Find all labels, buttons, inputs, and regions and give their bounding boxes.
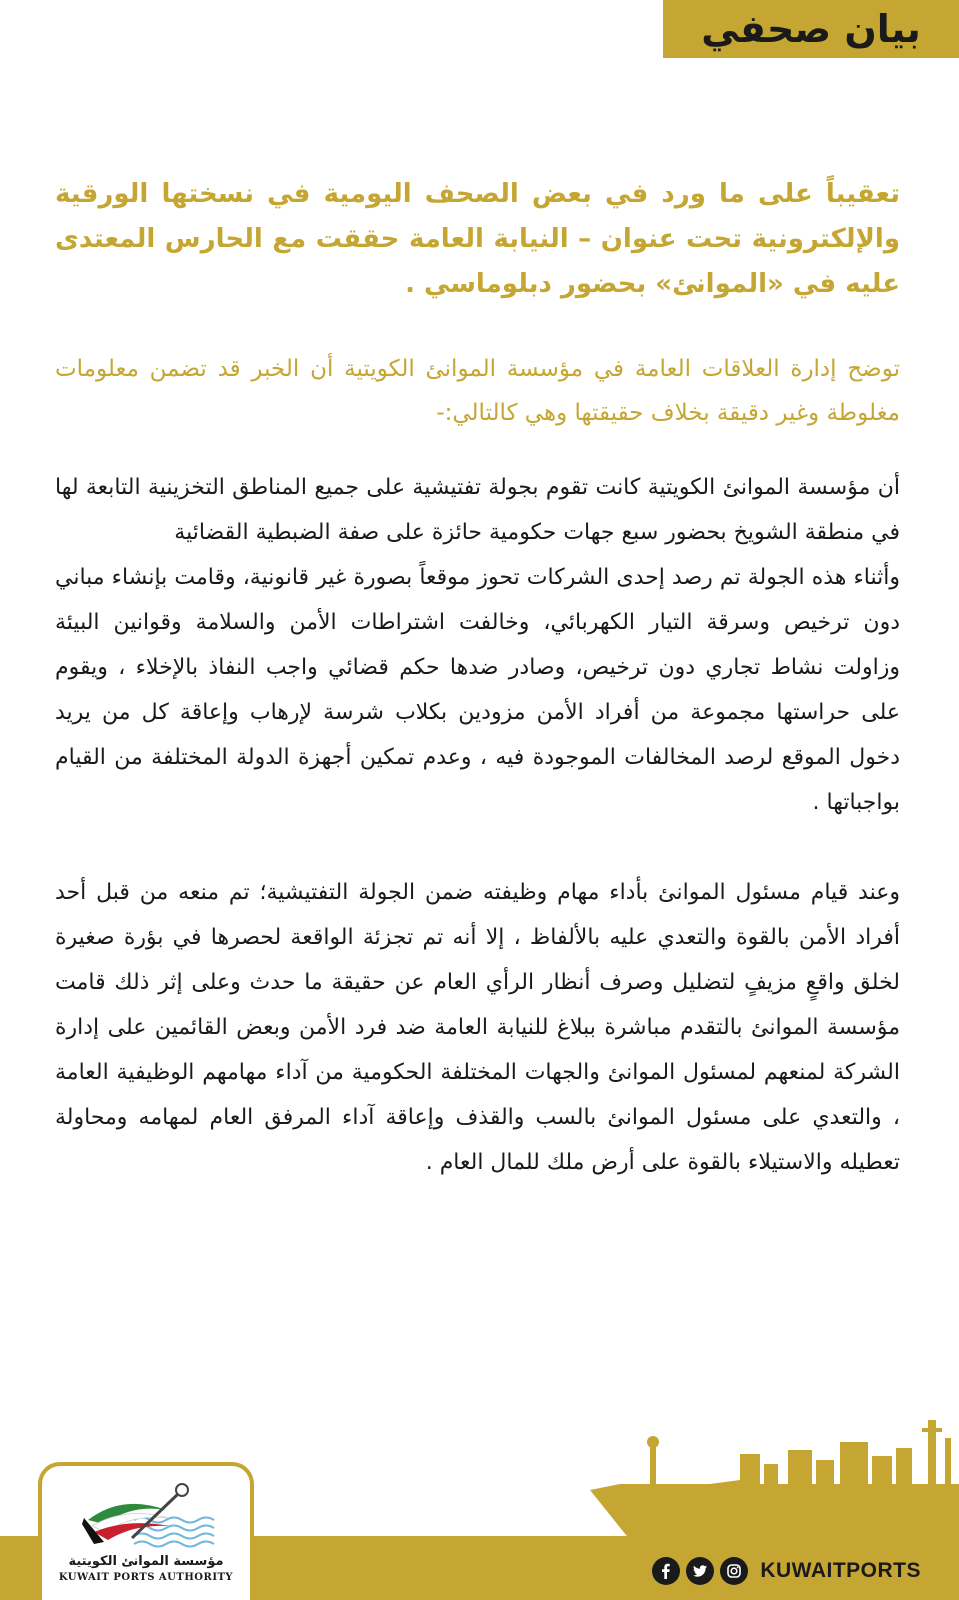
intro-paragraph: توضح إدارة العلاقات العامة في مؤسسة الموانئ الكويتية أن الخبر قد تضمن معلومات مغلوطة وغير دقيقة بخلاف حقيقتها وهي كالتالي:- [55, 356, 900, 426]
logo-english-name: KUWAIT PORTS AUTHORITY [58, 1572, 234, 1583]
social-handle[interactable]: KUWAITPORTS [760, 1559, 921, 1582]
kuwait-ports-logo-card [38, 1462, 254, 1600]
page-title: بيان صحفي [701, 7, 921, 51]
paragraph-2: وأثناء هذه الجولة تم رصد إحدى الشركات تحوز موقعاً بصورة غير قانونية، وقامت بإنشاء مباني دون ترخيص وسرقة التيار الكهربائي، وخالفت اشتراطات الأمن والسلامة وقوانين البيئة وزاولت نشاط تجاري دون ترخيص، وصادر ضدها حكم قضائي واجب النفاذ بالإخلاء ، ويقوم على حراستها مجموعة من أفراد الأمن مزودين بكلاب شرسة لإرهاب وإعاقة كل من يريد دخول الموقع لرصد المخالفات الموجودة فيه ، وعدم تمكين أجهزة الدولة المختلفة من القيام بواجباتها . [55, 565, 900, 815]
social-links [652, 1554, 921, 1588]
paragraph-3: وعند قيام مسئول الموانئ بأداء مهام وظيفته ضمن الجولة التفتيشية؛ تم منعه من قبل أحد أفراد الأمن بالقوة والتعدي عليه بالألفاظ ، إلا أنه تم تجزئة الواقعة لحصرها في بؤرة صغيرة لخلق واقعٍ مزيفٍ لتضليل وصرف أنظار الرأي العام عن حقيقة ما حدث وعلى إثر ذلك قامت مؤسسة الموانئ بالتقدم مباشرة ببلاغ للنيابة العامة ضد فرد الأمن وبعض القائمين على إدارة الشركة لمنعهم لمسئول الموانئ والجهات المختلفة الحكومية من آداء مهامهم الوظيفية العامة ، والتعدي على مسئول الموانئ بالسب والقذف وإعاقة آداء المرفق العام لمهامه ومحاولة تعطيله والاستيلاء بالقوة على أرض ملك للمال العام . [55, 880, 900, 1175]
kuwait-ports-emblem-icon [82, 1480, 218, 1552]
headline: تعقيباً على ما ورد في بعض الصحف اليومية في نسختها الورقية والإلكترونية تحت عنوان – النيابة العامة حققت مع الحارس المعتدى عليه في «الموانئ» بحضور دبلوماسي . [55, 179, 900, 299]
port-skyline-graphic [590, 1420, 959, 1540]
paragraph-1: أن مؤسسة الموانئ الكويتية كانت تقوم بجولة تفتيشية على جميع المناطق التخزينية التابعة لها في منطقة الشويخ بحضور سبع جهات حكومية حائزة على صفة الضبطية القضائية [55, 475, 900, 545]
logo-arabic-name: مؤسسة الموانئ الكويتية [68, 1554, 224, 1569]
twitter-icon[interactable] [686, 1557, 714, 1585]
title-banner [663, 0, 959, 58]
instagram-icon[interactable] [720, 1557, 748, 1585]
facebook-icon[interactable] [652, 1557, 680, 1585]
press-release-body [55, 172, 900, 1185]
